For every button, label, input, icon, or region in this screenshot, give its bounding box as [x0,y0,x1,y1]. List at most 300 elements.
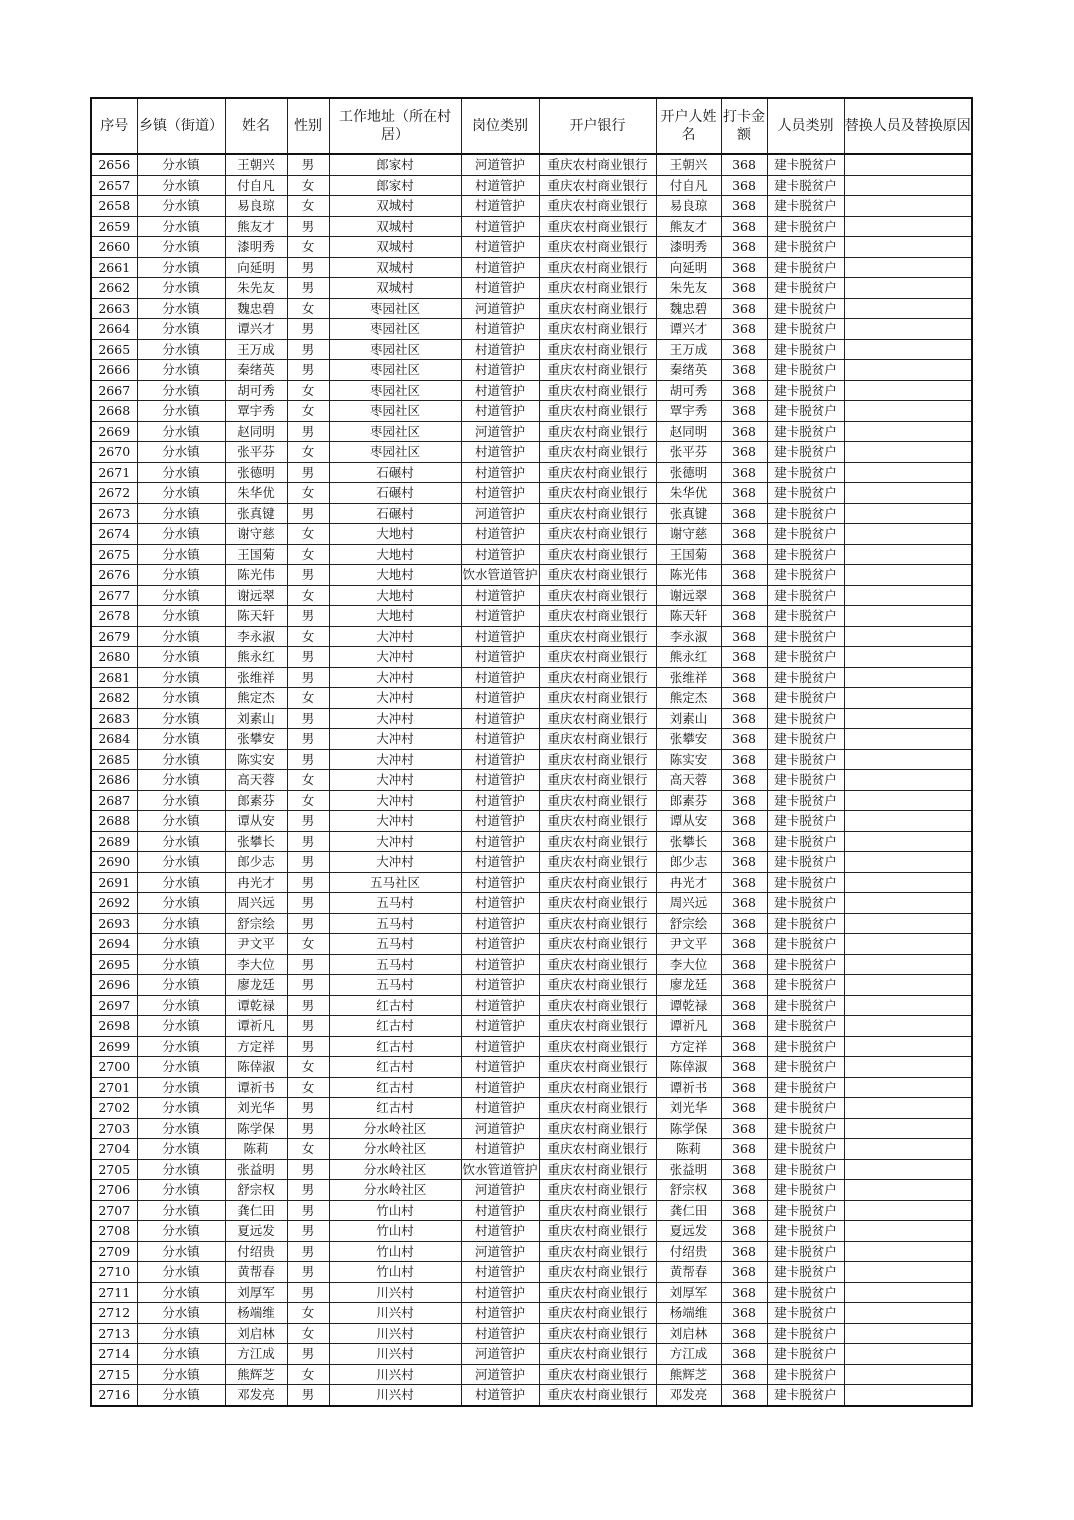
table-row [91,1282,972,1303]
amount-cell: 368 [721,1036,767,1057]
serial-cell: 2700 [91,1057,137,1078]
replacement-cell [844,237,972,258]
bank-cell: 重庆农村商业银行 [539,708,656,729]
category-cell: 建卡脱贫户 [767,524,844,545]
replacement-cell [844,1385,972,1406]
category-cell: 建卡脱贫户 [767,483,844,504]
serial-cell: 2675 [91,544,137,565]
name-cell: 谢远翠 [225,585,287,606]
gender-cell: 女 [287,298,329,319]
header-cell: 序号 [91,98,137,154]
town-cell: 分水镇 [137,1098,225,1119]
header-cell: 替换人员及替换原因 [844,98,972,154]
gender-cell: 男 [287,319,329,340]
post-cell: 村道管护 [461,790,539,811]
town-cell: 分水镇 [137,1323,225,1344]
address-cell: 竹山村 [329,1200,461,1221]
bank-cell: 重庆农村商业银行 [539,852,656,873]
replacement-cell [844,278,972,299]
amount-cell: 368 [721,237,767,258]
amount-cell: 368 [721,1241,767,1262]
table-row [91,544,972,565]
address-cell: 大冲村 [329,626,461,647]
town-cell: 分水镇 [137,1241,225,1262]
gender-cell: 男 [287,913,329,934]
amount-cell: 368 [721,1221,767,1242]
amount-cell: 368 [721,893,767,914]
gender-cell: 女 [287,626,329,647]
amount-cell: 368 [721,1077,767,1098]
bank-cell: 重庆农村商业银行 [539,729,656,750]
serial-cell: 2669 [91,421,137,442]
table-row [91,298,972,319]
header-cell: 打卡金额 [721,98,767,154]
category-cell: 建卡脱贫户 [767,1282,844,1303]
name-cell: 刘启林 [225,1323,287,1344]
category-cell: 建卡脱贫户 [767,934,844,955]
bank-cell: 重庆农村商业银行 [539,298,656,319]
gender-cell: 男 [287,421,329,442]
replacement-cell [844,667,972,688]
replacement-cell [844,770,972,791]
address-cell: 五马社区 [329,872,461,893]
amount-cell: 368 [721,626,767,647]
bank-cell: 重庆农村商业银行 [539,175,656,196]
replacement-cell [844,790,972,811]
amount-cell: 368 [721,1139,767,1160]
serial-cell: 2664 [91,319,137,340]
bank-cell: 重庆农村商业银行 [539,1139,656,1160]
address-cell: 双城村 [329,237,461,258]
category-cell: 建卡脱贫户 [767,401,844,422]
address-cell: 五马村 [329,934,461,955]
table-row [91,1118,972,1139]
table-row [91,1344,972,1365]
address-cell: 枣园社区 [329,401,461,422]
name-cell: 舒宗绘 [225,913,287,934]
town-cell: 分水镇 [137,278,225,299]
category-cell: 建卡脱贫户 [767,421,844,442]
category-cell: 建卡脱贫户 [767,1077,844,1098]
gender-cell: 男 [287,1159,329,1180]
post-cell: 村道管护 [461,975,539,996]
amount-cell: 368 [721,1118,767,1139]
gender-cell: 男 [287,831,329,852]
amount-cell: 368 [721,913,767,934]
category-cell: 建卡脱贫户 [767,1139,844,1160]
replacement-cell [844,1200,972,1221]
gender-cell: 男 [287,1385,329,1406]
category-cell: 建卡脱贫户 [767,1303,844,1324]
address-cell: 枣园社区 [329,421,461,442]
post-cell: 村道管护 [461,1098,539,1119]
town-cell: 分水镇 [137,667,225,688]
amount-cell: 368 [721,708,767,729]
category-cell: 建卡脱贫户 [767,893,844,914]
post-cell: 村道管护 [461,237,539,258]
account-holder-cell: 张维祥 [656,667,721,688]
name-cell: 陈天轩 [225,606,287,627]
account-holder-cell: 周兴远 [656,893,721,914]
serial-cell: 2712 [91,1303,137,1324]
amount-cell: 368 [721,380,767,401]
name-cell: 秦绪英 [225,360,287,381]
address-cell: 五马村 [329,893,461,914]
bank-cell: 重庆农村商业银行 [539,339,656,360]
table-row [91,749,972,770]
amount-cell: 368 [721,749,767,770]
table-row [91,1323,972,1344]
table-row [91,1077,972,1098]
post-cell: 村道管护 [461,1385,539,1406]
bank-cell: 重庆农村商业银行 [539,237,656,258]
bank-cell: 重庆农村商业银行 [539,1016,656,1037]
gender-cell: 女 [287,483,329,504]
address-cell: 分水岭社区 [329,1139,461,1160]
bank-cell: 重庆农村商业银行 [539,1262,656,1283]
replacement-cell [844,1323,972,1344]
town-cell: 分水镇 [137,257,225,278]
town-cell: 分水镇 [137,831,225,852]
account-holder-cell: 高天蓉 [656,770,721,791]
table-row [91,708,972,729]
gender-cell: 女 [287,1077,329,1098]
town-cell: 分水镇 [137,1036,225,1057]
address-cell: 大冲村 [329,749,461,770]
name-cell: 郎少志 [225,852,287,873]
address-cell: 枣园社区 [329,339,461,360]
serial-cell: 2702 [91,1098,137,1119]
post-cell: 村道管护 [461,524,539,545]
post-cell: 村道管护 [461,811,539,832]
gender-cell: 男 [287,1344,329,1365]
post-cell: 村道管护 [461,380,539,401]
amount-cell: 368 [721,1016,767,1037]
table-row [91,1241,972,1262]
serial-cell: 2687 [91,790,137,811]
gender-cell: 男 [287,1200,329,1221]
town-cell: 分水镇 [137,1364,225,1385]
amount-cell: 368 [721,565,767,586]
post-cell: 村道管护 [461,913,539,934]
address-cell: 大冲村 [329,790,461,811]
bank-cell: 重庆农村商业银行 [539,1036,656,1057]
serial-cell: 2696 [91,975,137,996]
serial-cell: 2703 [91,1118,137,1139]
serial-cell: 2708 [91,1221,137,1242]
replacement-cell [844,1098,972,1119]
post-cell: 河道管护 [461,503,539,524]
category-cell: 建卡脱贫户 [767,257,844,278]
serial-cell: 2681 [91,667,137,688]
account-holder-cell: 熊辉芝 [656,1364,721,1385]
town-cell: 分水镇 [137,749,225,770]
account-holder-cell: 龚仁田 [656,1200,721,1221]
bank-cell: 重庆农村商业银行 [539,975,656,996]
gender-cell: 男 [287,1036,329,1057]
name-cell: 王朝兴 [225,154,287,175]
gender-cell: 男 [287,893,329,914]
replacement-cell [844,1057,972,1078]
amount-cell: 368 [721,483,767,504]
table-row [91,1262,972,1283]
gender-cell: 女 [287,442,329,463]
town-cell: 分水镇 [137,237,225,258]
header-cell: 开户人姓名 [656,98,721,154]
table-row [91,483,972,504]
town-cell: 分水镇 [137,196,225,217]
category-cell: 建卡脱贫户 [767,380,844,401]
bank-cell: 重庆农村商业银行 [539,483,656,504]
amount-cell: 368 [721,688,767,709]
name-cell: 廖龙廷 [225,975,287,996]
serial-cell: 2690 [91,852,137,873]
post-cell: 村道管护 [461,729,539,750]
table-row [91,278,972,299]
replacement-cell [844,216,972,237]
town-cell: 分水镇 [137,1057,225,1078]
category-cell: 建卡脱贫户 [767,688,844,709]
name-cell: 高天蓉 [225,770,287,791]
table-row [91,462,972,483]
serial-cell: 2701 [91,1077,137,1098]
replacement-cell [844,1139,972,1160]
bank-cell: 重庆农村商业银行 [539,462,656,483]
address-cell: 大冲村 [329,852,461,873]
address-cell: 川兴村 [329,1344,461,1365]
account-holder-cell: 陈实安 [656,749,721,770]
serial-cell: 2711 [91,1282,137,1303]
name-cell: 熊辉芝 [225,1364,287,1385]
table-row [91,1016,972,1037]
replacement-cell [844,503,972,524]
replacement-cell [844,544,972,565]
replacement-cell [844,1221,972,1242]
category-cell: 建卡脱贫户 [767,1200,844,1221]
town-cell: 分水镇 [137,811,225,832]
gender-cell: 男 [287,278,329,299]
account-holder-cell: 陈光伟 [656,565,721,586]
serial-cell: 2716 [91,1385,137,1406]
town-cell: 分水镇 [137,544,225,565]
category-cell: 建卡脱贫户 [767,175,844,196]
table-row [91,216,972,237]
town-cell: 分水镇 [137,626,225,647]
address-cell: 竹山村 [329,1221,461,1242]
gender-cell: 女 [287,934,329,955]
serial-cell: 2695 [91,954,137,975]
replacement-cell [844,585,972,606]
table-row [91,1364,972,1385]
post-cell: 河道管护 [461,154,539,175]
table-row [91,319,972,340]
bank-cell: 重庆农村商业银行 [539,913,656,934]
post-cell: 村道管护 [461,1036,539,1057]
gender-cell: 女 [287,1057,329,1078]
account-holder-cell: 谢守慈 [656,524,721,545]
address-cell: 双城村 [329,278,461,299]
town-cell: 分水镇 [137,790,225,811]
gender-cell: 女 [287,770,329,791]
address-cell: 大冲村 [329,770,461,791]
post-cell: 村道管护 [461,708,539,729]
town-cell: 分水镇 [137,585,225,606]
name-cell: 龚仁田 [225,1200,287,1221]
category-cell: 建卡脱贫户 [767,647,844,668]
name-cell: 谭从安 [225,811,287,832]
serial-cell: 2705 [91,1159,137,1180]
category-cell: 建卡脱贫户 [767,790,844,811]
category-cell: 建卡脱贫户 [767,216,844,237]
post-cell: 村道管护 [461,319,539,340]
post-cell: 村道管护 [461,339,539,360]
account-holder-cell: 张真键 [656,503,721,524]
amount-cell: 368 [721,278,767,299]
gender-cell: 男 [287,975,329,996]
serial-cell: 2688 [91,811,137,832]
serial-cell: 2679 [91,626,137,647]
name-cell: 付绍贵 [225,1241,287,1262]
post-cell: 村道管护 [461,770,539,791]
account-holder-cell: 付自凡 [656,175,721,196]
name-cell: 尹文平 [225,934,287,955]
serial-cell: 2714 [91,1344,137,1365]
address-cell: 石碾村 [329,503,461,524]
serial-cell: 2666 [91,360,137,381]
gender-cell: 男 [287,667,329,688]
post-cell: 河道管护 [461,298,539,319]
gender-cell: 男 [287,872,329,893]
table-row [91,852,972,873]
post-cell: 村道管护 [461,872,539,893]
town-cell: 分水镇 [137,380,225,401]
account-holder-cell: 谭祈凡 [656,1016,721,1037]
name-cell: 夏远发 [225,1221,287,1242]
gender-cell: 男 [287,1180,329,1201]
gender-cell: 男 [287,995,329,1016]
amount-cell: 368 [721,729,767,750]
gender-cell: 男 [287,257,329,278]
table-row [91,811,972,832]
town-cell: 分水镇 [137,401,225,422]
serial-cell: 2674 [91,524,137,545]
post-cell: 村道管护 [461,1139,539,1160]
town-cell: 分水镇 [137,421,225,442]
table-row [91,585,972,606]
category-cell: 建卡脱贫户 [767,729,844,750]
town-cell: 分水镇 [137,606,225,627]
name-cell: 周兴远 [225,893,287,914]
name-cell: 易良琼 [225,196,287,217]
name-cell: 陈实安 [225,749,287,770]
header-row [91,98,972,154]
category-cell: 建卡脱贫户 [767,852,844,873]
town-cell: 分水镇 [137,524,225,545]
amount-cell: 368 [721,175,767,196]
table-row [91,790,972,811]
gender-cell: 女 [287,401,329,422]
serial-cell: 2677 [91,585,137,606]
bank-cell: 重庆农村商业银行 [539,811,656,832]
replacement-cell [844,975,972,996]
town-cell: 分水镇 [137,360,225,381]
post-cell: 村道管护 [461,852,539,873]
account-holder-cell: 陈学保 [656,1118,721,1139]
address-cell: 双城村 [329,216,461,237]
replacement-cell [844,421,972,442]
post-cell: 村道管护 [461,1323,539,1344]
account-holder-cell: 向延明 [656,257,721,278]
category-cell: 建卡脱贫户 [767,1323,844,1344]
name-cell: 刘厚军 [225,1282,287,1303]
category-cell: 建卡脱贫户 [767,442,844,463]
town-cell: 分水镇 [137,729,225,750]
address-cell: 郎家村 [329,175,461,196]
bank-cell: 重庆农村商业银行 [539,647,656,668]
name-cell: 赵同明 [225,421,287,442]
gender-cell: 男 [287,647,329,668]
town-cell: 分水镇 [137,995,225,1016]
address-cell: 大冲村 [329,667,461,688]
table-row [91,442,972,463]
serial-cell: 2663 [91,298,137,319]
post-cell: 村道管护 [461,544,539,565]
gender-cell: 男 [287,360,329,381]
amount-cell: 368 [721,442,767,463]
category-cell: 建卡脱贫户 [767,1364,844,1385]
amount-cell: 368 [721,790,767,811]
gender-cell: 男 [287,852,329,873]
replacement-cell [844,565,972,586]
town-cell: 分水镇 [137,339,225,360]
category-cell: 建卡脱贫户 [767,667,844,688]
replacement-cell [844,913,972,934]
account-holder-cell: 熊永红 [656,647,721,668]
bank-cell: 重庆农村商业银行 [539,257,656,278]
table-row [91,893,972,914]
replacement-cell [844,483,972,504]
amount-cell: 368 [721,1200,767,1221]
name-cell: 黄帮春 [225,1262,287,1283]
table-body [91,154,972,1406]
amount-cell: 368 [721,462,767,483]
replacement-cell [844,1036,972,1057]
bank-cell: 重庆农村商业银行 [539,954,656,975]
town-cell: 分水镇 [137,1159,225,1180]
table-row [91,626,972,647]
category-cell: 建卡脱贫户 [767,749,844,770]
post-cell: 村道管护 [461,606,539,627]
amount-cell: 368 [721,1057,767,1078]
category-cell: 建卡脱贫户 [767,1385,844,1406]
serial-cell: 2678 [91,606,137,627]
account-holder-cell: 李大位 [656,954,721,975]
bank-cell: 重庆农村商业银行 [539,278,656,299]
address-cell: 红古村 [329,1036,461,1057]
bank-cell: 重庆农村商业银行 [539,503,656,524]
bank-cell: 重庆农村商业银行 [539,1303,656,1324]
town-cell: 分水镇 [137,647,225,668]
name-cell: 李大位 [225,954,287,975]
amount-cell: 368 [721,606,767,627]
table-row [91,1098,972,1119]
post-cell: 村道管护 [461,462,539,483]
gender-cell: 女 [287,1139,329,1160]
replacement-cell [844,1077,972,1098]
bank-cell: 重庆农村商业银行 [539,1118,656,1139]
town-cell: 分水镇 [137,1282,225,1303]
account-holder-cell: 付绍贵 [656,1241,721,1262]
